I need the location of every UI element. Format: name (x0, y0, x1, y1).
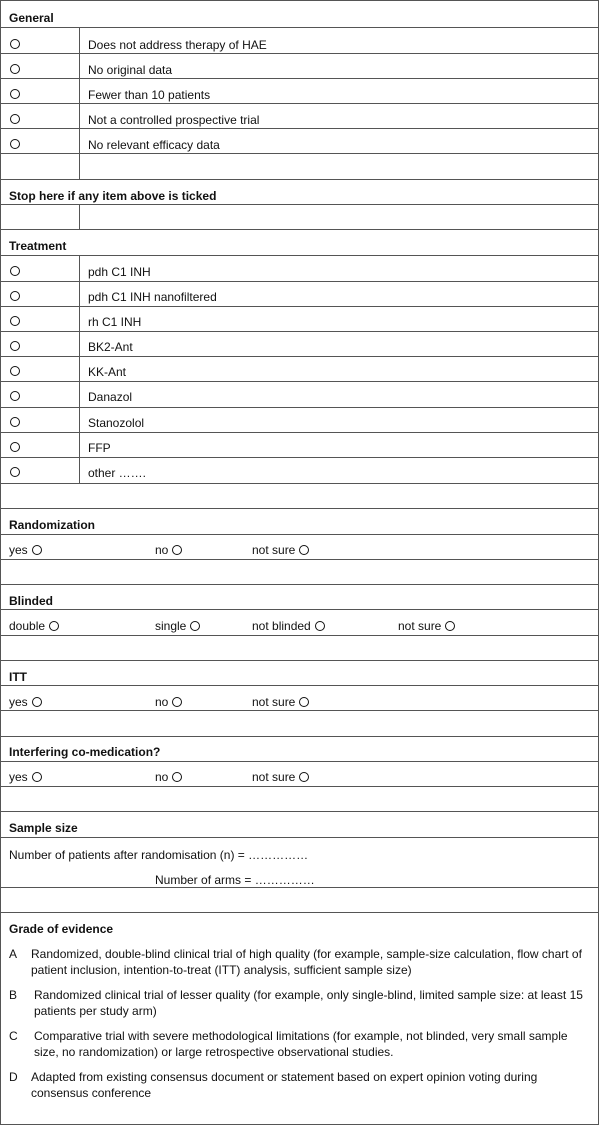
checkbox-circle[interactable] (10, 366, 20, 376)
radio-option[interactable]: yes (9, 695, 42, 709)
radio-circle[interactable] (172, 772, 182, 782)
section-title-randomization: Randomization (9, 518, 95, 532)
grade-description: Comparative trial with severe methodological limitations (for example, not blinded, very small sample size, no randomization) or large retrospective observational studies. (34, 1029, 568, 1059)
checkbox-circle[interactable] (10, 266, 20, 276)
grade-description: Adapted from existing consensus document or statement based on expert opinion voting during consensus conference (31, 1070, 538, 1100)
treatment-item-label: Stanozolol (88, 416, 145, 430)
checkbox-circle[interactable] (10, 316, 20, 326)
checkbox-circle[interactable] (10, 417, 20, 427)
radio-circle[interactable] (32, 545, 42, 555)
general-item-label: No original data (88, 63, 173, 77)
treatment-item-label: Danazol (88, 390, 133, 404)
treatment-item-label: KK-Ant (88, 365, 127, 379)
radio-circle[interactable] (32, 772, 42, 782)
radio-circle[interactable] (49, 621, 59, 631)
radio-option[interactable]: no (155, 543, 182, 557)
radio-circle[interactable] (445, 621, 455, 631)
general-item-label: No relevant efficacy data (88, 138, 220, 152)
radio-option[interactable]: no (155, 770, 182, 784)
treatment-item-label: other ……. (88, 466, 147, 480)
grade-letter: D (9, 1070, 18, 1084)
radio-option[interactable]: double (9, 619, 59, 633)
radio-option[interactable]: no (155, 695, 182, 709)
radio-option[interactable]: yes (9, 543, 42, 557)
checkbox-circle[interactable] (10, 89, 20, 99)
patients-count-field[interactable]: Number of patients after randomisation (n) = …………… (9, 848, 309, 862)
checkbox-circle[interactable] (10, 291, 20, 301)
checkbox-circle[interactable] (10, 391, 20, 401)
section-title-comedication: Interfering co-medication? (9, 745, 161, 759)
grade-letter: B (9, 988, 18, 1002)
general-item-label: Fewer than 10 patients (88, 88, 211, 102)
checkbox-circle[interactable] (10, 341, 20, 351)
radio-circle[interactable] (172, 545, 182, 555)
treatment-item-label: rh C1 INH (88, 315, 142, 329)
grade-description: Randomized clinical trial of lesser quality (for example, only single-blind, limited sample size: at least 15 patients per study arm) (34, 988, 583, 1018)
section-title-grade: Grade of evidence (9, 922, 114, 936)
radio-circle[interactable] (299, 545, 309, 555)
radio-circle[interactable] (32, 697, 42, 707)
treatment-item-label: BK2-Ant (88, 340, 133, 354)
section-title-itt: ITT (9, 670, 27, 684)
radio-circle[interactable] (299, 697, 309, 707)
checkbox-circle[interactable] (10, 442, 20, 452)
grade-letter: C (9, 1029, 18, 1043)
grade-letter: A (9, 947, 18, 961)
radio-circle[interactable] (315, 621, 325, 631)
arms-count-field[interactable]: Number of arms = …………… (155, 873, 315, 887)
section-title-blinded: Blinded (9, 594, 53, 608)
radio-circle[interactable] (190, 621, 200, 631)
checkbox-circle[interactable] (10, 467, 20, 477)
checkbox-circle[interactable] (10, 39, 20, 49)
grade-description: Randomized, double-blind clinical trial of high quality (for example, sample-size calculation, flow chart of patient inclusion, intention-to-treat (ITT) analysis, sufficient sample size) (31, 947, 582, 977)
radio-option[interactable]: not sure (398, 619, 455, 633)
radio-option[interactable]: yes (9, 770, 42, 784)
section-title-sample-size: Sample size (9, 821, 78, 835)
checkbox-circle[interactable] (10, 64, 20, 74)
radio-circle[interactable] (299, 772, 309, 782)
treatment-item-label: pdh C1 INH (88, 265, 151, 279)
general-item-label: Not a controlled prospective trial (88, 113, 260, 127)
radio-option[interactable]: not blinded (252, 619, 325, 633)
stop-note: Stop here if any item above is ticked (9, 189, 217, 203)
section-title-general: General (9, 11, 54, 25)
general-item-label: Does not address therapy of HAE (88, 38, 267, 52)
radio-option[interactable]: not sure (252, 543, 309, 557)
radio-option[interactable]: not sure (252, 695, 309, 709)
section-title-treatment: Treatment (9, 239, 67, 253)
radio-circle[interactable] (172, 697, 182, 707)
checkbox-circle[interactable] (10, 139, 20, 149)
checkbox-circle[interactable] (10, 114, 20, 124)
radio-option[interactable]: not sure (252, 770, 309, 784)
treatment-item-label: FFP (88, 441, 111, 455)
treatment-item-label: pdh C1 INH nanofiltered (88, 290, 217, 304)
radio-option[interactable]: single (155, 619, 200, 633)
